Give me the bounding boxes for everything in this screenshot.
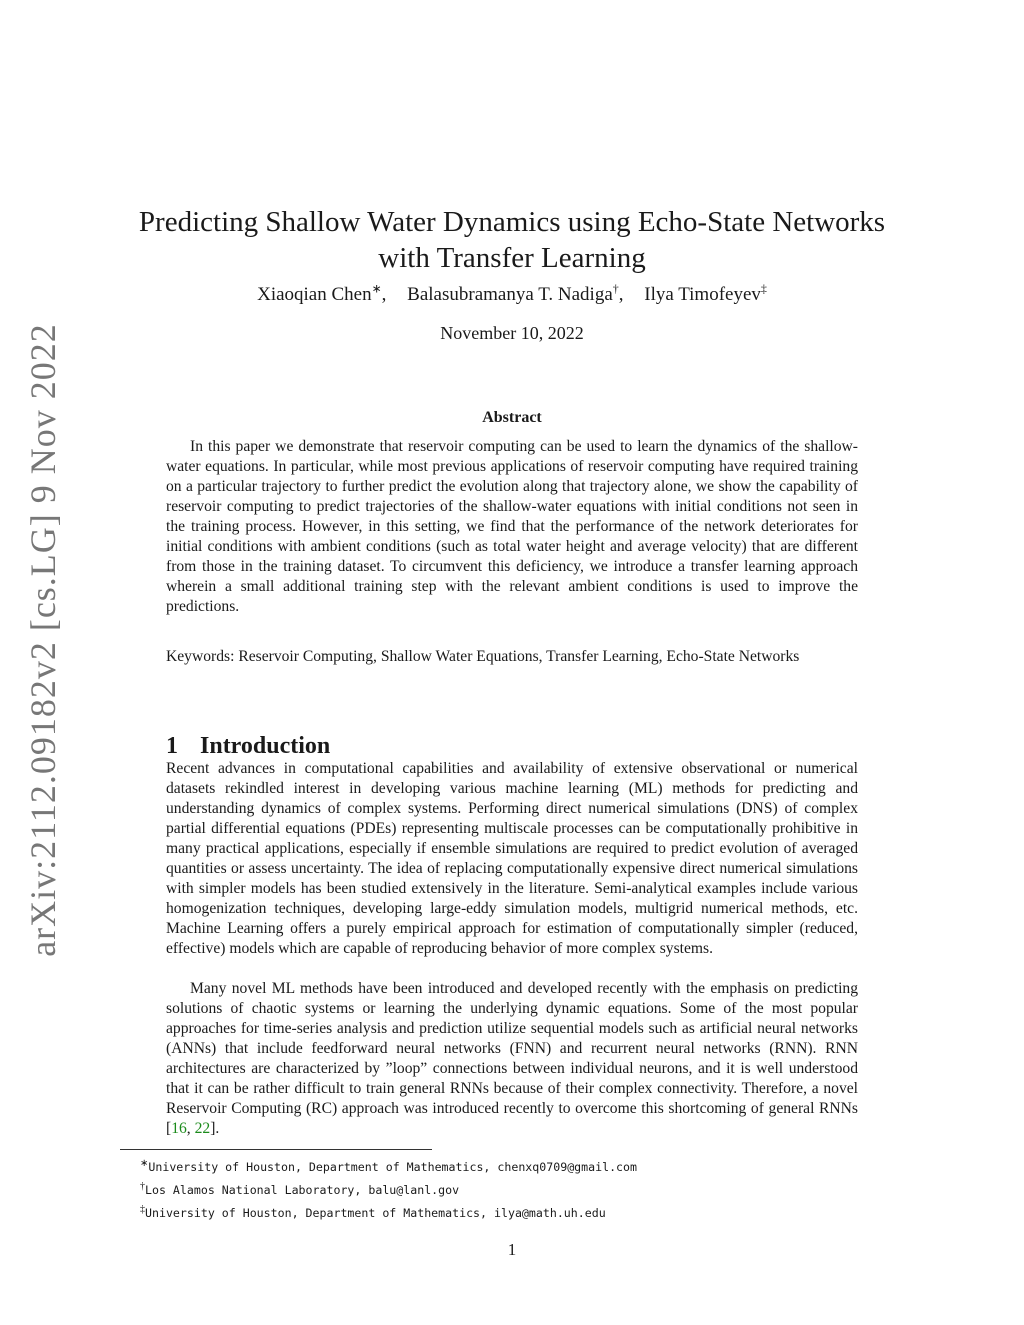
footnote-2-mark: † (140, 1180, 145, 1192)
citation-link-22[interactable]: 22 (194, 1120, 211, 1137)
author-list (160, 282, 864, 306)
intro-paragraph-2 (166, 979, 858, 1139)
intro-paragraph-1: Recent advances in computational capabilities and availability of extensive observational or numerical datasets rekindled interest in developing various machine learning (ML) methods for predicting and understanding dynamics of complex systems. Performing direct numerical simulations (DNS) of complex partial differential equations (PDEs) representing multiscale processes can be computationally prohibitive in many practical applications, especially if ensemble simulations are required to predict evolution of averaged quantities or assess uncertainty. The idea of replacing computationally expensive direct numerical simulations with simpler models has been studied extensively in the literature. Semi-analytical examples include various homogenization techniques, developing large-eddy simulation models, multigrid numerical methods, etc. Machine Learning offers a purely empirical approach for estimation of computationally simpler (reduced, effective) models which are capable of reproducing behavior of more complex systems. (166, 760, 858, 957)
section-heading-introduction (166, 733, 330, 760)
footnote-2-text: Los Alamos National Laboratory, balu@lanl.gov (145, 1182, 460, 1197)
publication-date: November 10, 2022 (440, 323, 584, 343)
author-1 (257, 284, 386, 305)
intro-paragraph-2-text: Many novel ML methods have been introduced and developed recently with the emphasis on predicting solutions of chaotic systems or learning the underlying dynamic equations. Some of the most popular approaches for time-series analysis and prediction utilize sequential models such as artificial neural networks (ANNs) that include feedforward neural networks (FNN) and recurrent neural networks (RNN). RNN architectures are characterized by ”loop” connections between individual neurons, and it is well understood that it can be rather difficult to train general RNNs because of their complex connectivity. Therefore, a novel Reservoir Computing (RC) approach was introduced recently to overcome this shortcoming of general RNNs (166, 980, 858, 1117)
author-2 (407, 284, 623, 305)
arxiv-identifier-text: arXiv:2112.09182v2 [cs.LG] 9 Nov 2022 (23, 323, 63, 957)
citation-open-bracket: [ (166, 1120, 172, 1137)
author-1-mark: ∗ (371, 282, 382, 296)
author-1-name: Xiaoqian Chen (257, 284, 372, 306)
footnotes (140, 1154, 860, 1223)
footnote-3 (140, 1200, 860, 1223)
page-number: 1 (507, 1240, 517, 1259)
author-3-mark: ‡ (760, 282, 767, 296)
author-3-name: Ilya Timofeyev (644, 284, 761, 306)
footnote-divider (120, 1149, 432, 1150)
citation-link-16[interactable]: 16 (171, 1120, 187, 1137)
author-1-sep: , (381, 284, 387, 306)
section-number: 1 (166, 732, 178, 759)
citation-close-bracket: ]. (210, 1120, 220, 1137)
section-title: Introduction (200, 732, 331, 759)
author-2-mark: † (612, 282, 619, 296)
author-3 (644, 284, 767, 305)
abstract-heading: Abstract (482, 409, 542, 426)
footnote-1-mark: ∗ (140, 1158, 149, 1169)
footnote-3-mark: ‡ (140, 1203, 145, 1215)
arxiv-identifier-stamp (22, 323, 64, 957)
author-2-name: Balasubramanya T. Nadiga (407, 284, 613, 306)
footnote-1-text: University of Houston, Department of Mathematics, chenxq0709@gmail.com (148, 1159, 637, 1174)
citation-separator: , (186, 1120, 195, 1137)
footnote-1 (140, 1154, 860, 1177)
footnote-3-text: University of Houston, Department of Mathematics, ilya@math.uh.edu (145, 1205, 606, 1220)
keywords: Keywords: Reservoir Computing, Shallow Water Equations, Transfer Learning, Echo-State Networks (166, 648, 800, 665)
abstract-text: In this paper we demonstrate that reservoir computing can be used to learn the dynamics of the shallow-water equations. In particular, while most previous applications of reservoir computing have required training on a particular trajectory to further predict the evolution along that trajectory alone, we show the capability of reservoir computing to predict trajectories of the shallow-water equations with initial conditions not seen in the training process. However, in this setting, we find that the performance of the network deteriorates for initial conditions with ambient conditions (such as total water height and average velocity) that are different from those in the training dataset. To circumvent this deficiency, we introduce a transfer learning approach wherein a small additional training step with the relevant ambient conditions is used to improve the predictions. (166, 438, 858, 615)
author-2-sep: , (618, 284, 624, 306)
paper-title: Predicting Shallow Water Dynamics using Echo-State Networks with Transfer Learning (138, 206, 886, 275)
footnote-2 (140, 1177, 860, 1200)
